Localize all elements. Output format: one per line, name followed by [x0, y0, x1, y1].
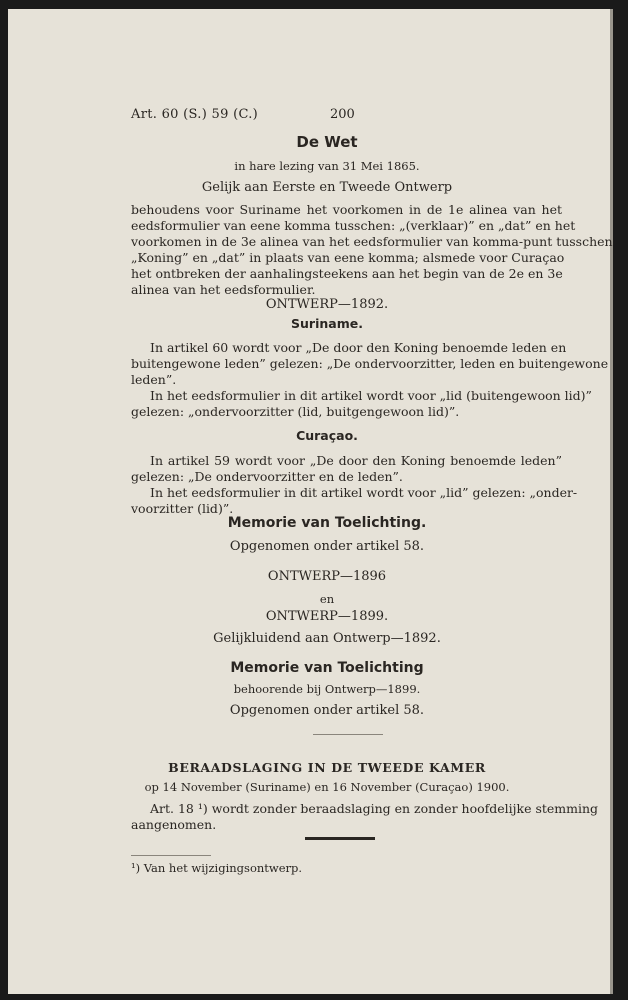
curacao-line: In artikel 59 wordt voor „De door den Koning benoemde leden”: [150, 453, 562, 468]
de-wet-line: „Koning” en „dat” in plaats van eene komma; alsmede voor Curaçao: [131, 250, 565, 265]
section-title-de-wet: De Wet: [296, 133, 358, 151]
de-wet-line: alinea van het eedsformulier.: [131, 282, 316, 297]
de-wet-line: voorkomen in de 3e alinea van het eedsformulier van komma-punt tusschen: [131, 234, 613, 249]
beraadslaging-line: aangenomen.: [131, 817, 217, 832]
de-wet-subtitle: in hare lezing van 31 Mei 1865.: [234, 159, 420, 173]
beraadslaging-title: BERAADSLAGING IN DE TWEEDE KAMER: [168, 760, 486, 775]
beraadslaging-date: op 14 November (Suriname) en 16 November (Curaçao) 1900.: [144, 780, 510, 794]
ontwerp-1892-title: ONTWERP—1892.: [265, 297, 389, 312]
memorie-title-2: Memorie van Toelichting: [230, 660, 424, 676]
memorie-sub-2b: Opgenomen onder artikel 58.: [229, 703, 425, 718]
ontwerp-conjunction: en: [319, 592, 335, 606]
suriname-line: leden”.: [131, 372, 177, 387]
de-wet-line: behoudens voor Suriname het voorkomen in de 1e alinea van het: [131, 202, 562, 217]
footnote-rule: [131, 855, 211, 856]
de-wet-intro: Gelijk aan Eerste en Tweede Ontwerp: [201, 180, 453, 195]
de-wet-line: eedsformulier van eene komma tusschen: „(verklaar)” en „dat” en het: [131, 218, 576, 233]
footnote: ¹) Van het wijzigingsontwerp.: [131, 861, 303, 875]
ontwerp-1899-sub: Gelijkluidend aan Ontwerp—1892.: [213, 631, 441, 646]
beraadslaging-line: Art. 18 ¹) wordt zonder beraadslaging en zonder hoofdelijke stemming: [150, 801, 599, 816]
curacao-heading: Curaçao.: [296, 428, 358, 443]
ontwerp-1899-title: ONTWERP—1899.: [265, 609, 389, 624]
de-wet-line: het ontbreken der aanhalingsteekens aan het begin van de 2e en 3e: [131, 266, 563, 281]
suriname-line: In het eedsformulier in dit artikel wordt voor „lid (buitengewoon lid)”: [150, 388, 592, 403]
suriname-line: buitengewone leden” gelezen: „De ondervoorzitter, leden en buitengewone: [131, 356, 609, 371]
memorie-title-1: Memorie van Toelichting.: [227, 515, 427, 531]
suriname-heading: Suriname.: [291, 316, 363, 331]
book-page: [8, 9, 613, 994]
separator-thick: [305, 837, 375, 840]
memorie-sub-2: behoorende bij Ontwerp—1899.: [233, 682, 421, 696]
suriname-line: gelezen: „ondervoorzitter (lid, buitgengewoon lid)”.: [131, 404, 460, 419]
page-number: 200: [330, 107, 355, 122]
ontwerp-1896-title: ONTWERP—1896: [267, 569, 387, 584]
running-head-article: Art. 60 (S.) 59 (C.): [131, 107, 259, 122]
suriname-line: In artikel 60 wordt voor „De door den Koning benoemde leden en: [150, 340, 567, 355]
separator-thin: [313, 734, 383, 735]
memorie-sub-1: Opgenomen onder artikel 58.: [229, 539, 425, 554]
curacao-line: In het eedsformulier in dit artikel wordt voor „lid” gelezen: „onder-: [150, 485, 578, 500]
curacao-line: voorzitter (lid)”.: [131, 501, 234, 516]
curacao-line: gelezen: „De ondervoorzitter en de leden”.: [131, 469, 403, 484]
